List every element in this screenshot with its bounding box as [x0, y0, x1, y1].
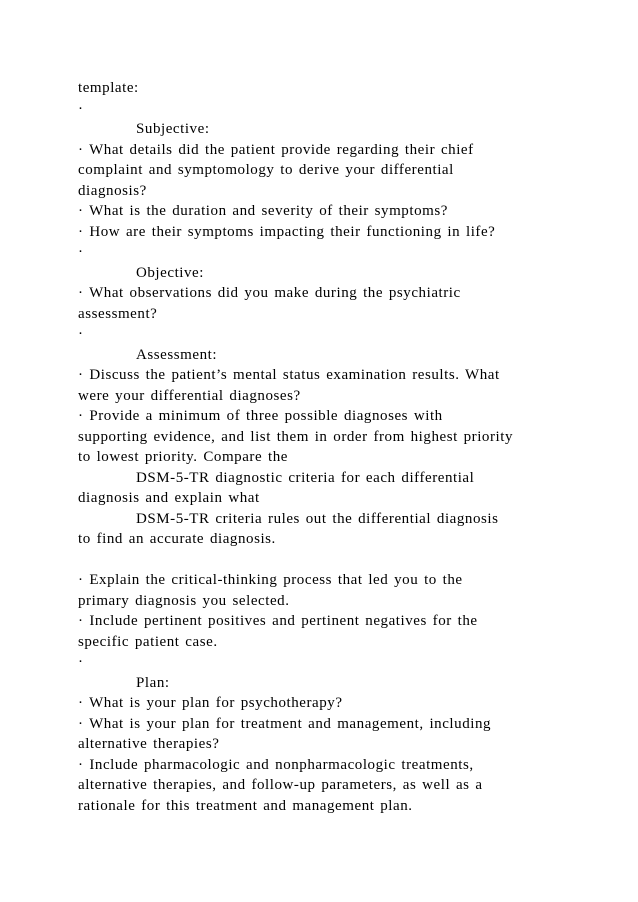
- text-line: were your differential diagnoses?: [78, 387, 301, 404]
- text-line: · Include pertinent positives and pertinent negatives for the: [78, 613, 478, 629]
- text-line: specific patient case.: [78, 633, 218, 650]
- text-line: · Include pharmacologic and nonpharmacologic treatments,: [78, 756, 474, 773]
- text-line: ·: [78, 326, 84, 342]
- text-line: · Discuss the patient’s mental status examination results. What: [78, 367, 500, 383]
- text-line: ·: [78, 100, 84, 117]
- text-line: · What is the duration and severity of their symptoms?: [78, 203, 448, 219]
- text-line: assessment?: [78, 305, 158, 322]
- text-line: · Explain the critical-thinking process that led you to the: [78, 572, 463, 588]
- text-line: · What observations did you make during the psychiatric: [78, 285, 461, 301]
- text-line: Plan:: [136, 674, 170, 691]
- text-line: diagnosis and explain what: [78, 490, 260, 506]
- text-line: ·: [78, 244, 84, 260]
- text-line: DSM-5-TR diagnostic criteria for each differential: [136, 469, 475, 486]
- text-line: Subjective:: [136, 121, 210, 137]
- text-line: · Provide a minimum of three possible diagnoses with: [78, 408, 443, 424]
- text-line: · What is your plan for psychotherapy?: [78, 695, 343, 711]
- text-line: rationale for this treatment and management plan.: [78, 797, 413, 814]
- text-line: diagnosis?: [78, 182, 147, 199]
- text-line: alternative therapies?: [78, 736, 220, 752]
- text-line: template:: [78, 80, 139, 96]
- text-line: alternative therapies, and follow-up parameters, as well as a: [78, 777, 483, 793]
- text-line: · What details did the patient provide regarding their chief: [78, 141, 474, 158]
- text-line: DSM-5-TR criteria rules out the differential diagnosis: [136, 510, 499, 527]
- text-line: to lowest priority. Compare the: [78, 449, 288, 465]
- document-text: [78, 78, 568, 816]
- text-line: supporting evidence, and list them in order from highest priority: [78, 428, 514, 445]
- text-line: primary diagnosis you selected.: [78, 592, 290, 609]
- text-line: · How are their symptoms impacting their functioning in life?: [78, 223, 496, 240]
- text-line: [78, 550, 568, 571]
- text-line: complaint and symptomology to derive your differential: [78, 162, 454, 178]
- text-line: Objective:: [136, 264, 204, 281]
- text-line: ·: [78, 654, 84, 670]
- text-line: to find an accurate diagnosis.: [78, 531, 276, 547]
- text-line: · What is your plan for treatment and management, including: [78, 715, 492, 732]
- text-line: Assessment:: [136, 346, 218, 363]
